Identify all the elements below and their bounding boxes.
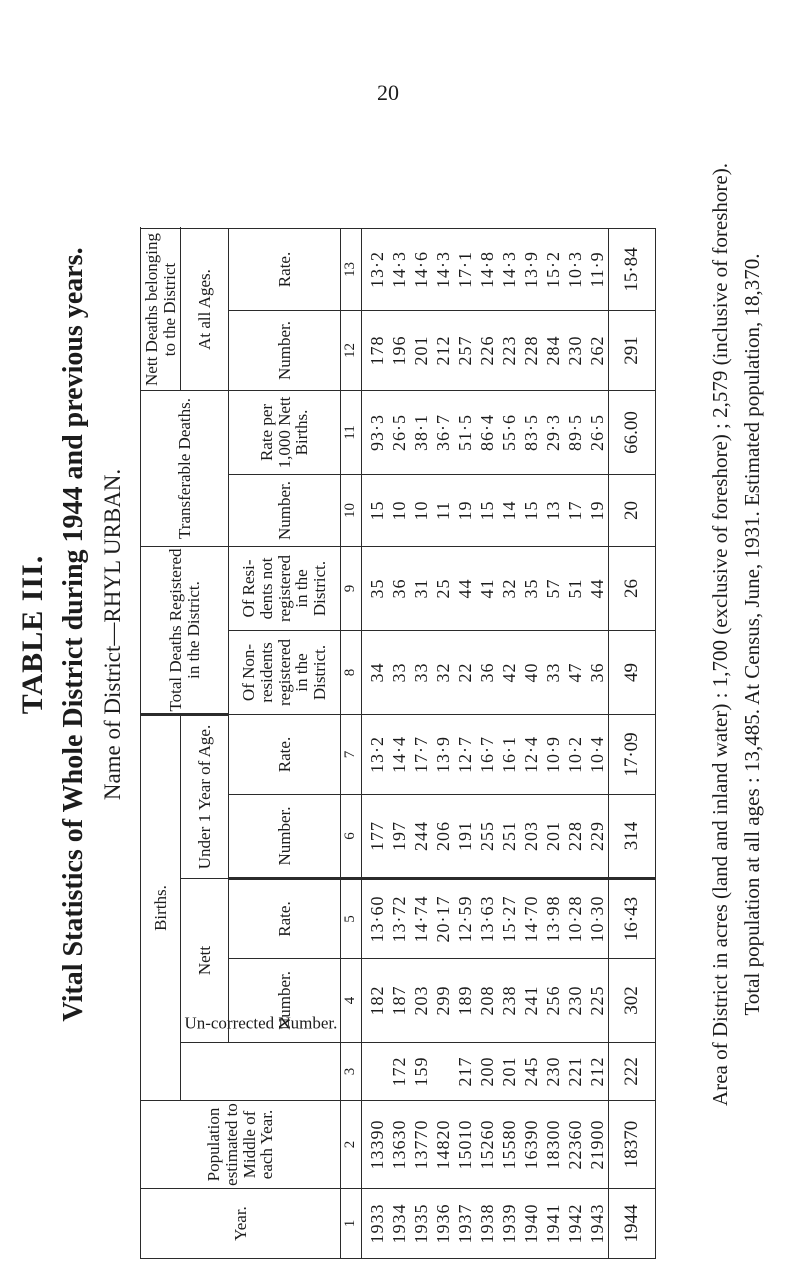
table-cell: 38·1 bbox=[411, 413, 431, 451]
table-cell: 206 bbox=[433, 821, 453, 851]
table-cell: 1934 bbox=[389, 1203, 409, 1244]
population-header: Population estimated to Middle of each Year. bbox=[141, 1101, 341, 1189]
table-cell: 19 bbox=[587, 500, 607, 521]
table-cell: 230 bbox=[543, 1056, 563, 1087]
infant-deaths-number-header: Number. bbox=[229, 474, 341, 546]
table-cell: 230 bbox=[565, 335, 585, 366]
table-cell: 13630 bbox=[389, 1119, 409, 1170]
table-cell: 13·9 bbox=[521, 250, 541, 288]
table-cell: 245 bbox=[521, 1056, 541, 1087]
table-cell: 31 bbox=[411, 578, 431, 599]
uncorrected-column bbox=[362, 1043, 609, 1101]
table-cell: 40 bbox=[521, 662, 541, 683]
table-cell: 201 bbox=[543, 821, 563, 851]
deaths-number-header: Number. bbox=[229, 795, 341, 879]
table-cell: 12·59 bbox=[455, 895, 475, 943]
column-number: 8 bbox=[341, 631, 362, 715]
deaths-rate-column bbox=[362, 715, 609, 795]
column-number: 4 bbox=[341, 959, 362, 1043]
table-cell: 26·5 bbox=[389, 413, 409, 451]
total-year: 1944 bbox=[609, 1189, 656, 1259]
table-cell: 14·8 bbox=[477, 250, 497, 288]
table-cell: 13·2 bbox=[367, 250, 387, 288]
table-cell: 57 bbox=[543, 578, 563, 599]
table-cell: 15010 bbox=[455, 1119, 475, 1170]
footnote-population: Total population at all ages : 13,485. At Census, June, 1931. Estimated population, 18,370. bbox=[740, 253, 764, 1016]
table-cell: 1940 bbox=[521, 1203, 541, 1244]
table-cell: 178 bbox=[367, 335, 387, 366]
column-number: 9 bbox=[341, 546, 362, 630]
table-cell: 10·30 bbox=[587, 895, 607, 943]
table-cell: 255 bbox=[477, 821, 497, 851]
all-rate-column bbox=[362, 228, 609, 310]
table-cell: 196 bbox=[389, 335, 409, 366]
residents-column bbox=[362, 546, 609, 630]
table-cell: 32 bbox=[499, 578, 519, 599]
total-uncorrected: 222 bbox=[609, 1043, 656, 1101]
total-infant-number: 20 bbox=[609, 474, 656, 546]
column-number: 7 bbox=[341, 715, 362, 795]
table-cell: 20·17 bbox=[433, 895, 453, 943]
births-rate-header: Rate. bbox=[229, 879, 341, 959]
infant-number-column bbox=[362, 474, 609, 546]
table-cell: 25 bbox=[433, 578, 453, 599]
table-cell: 34 bbox=[367, 662, 387, 683]
year-column bbox=[362, 1189, 609, 1259]
table-cell: 36 bbox=[587, 662, 607, 683]
column-number-row bbox=[341, 228, 362, 1258]
table-cell: 18300 bbox=[543, 1119, 563, 1170]
district-name: Name of District—RHYL URBAN. bbox=[100, 468, 125, 801]
table-cell: 197 bbox=[389, 821, 409, 851]
table-cell: 10·9 bbox=[543, 736, 563, 773]
table-cell: 10·4 bbox=[587, 736, 607, 773]
table-cell: 15260 bbox=[477, 1119, 497, 1170]
table-cell: 1943 bbox=[587, 1203, 607, 1244]
table-cell: 36 bbox=[477, 662, 497, 683]
table-cell: 244 bbox=[411, 821, 431, 851]
table-cell: 42 bbox=[499, 662, 519, 683]
residents-header: Of Resi-dents not registered in the District. bbox=[229, 546, 341, 630]
table-cell: 14820 bbox=[433, 1119, 453, 1170]
table-cell: 1941 bbox=[543, 1203, 563, 1244]
table-cell: 12·4 bbox=[521, 736, 541, 773]
uncorrected-number-label: Un-corrected Number. bbox=[184, 1013, 337, 1033]
table-cell: 13770 bbox=[411, 1119, 431, 1170]
table-cell: 159 bbox=[411, 1056, 431, 1087]
table-cell: 189 bbox=[455, 985, 475, 1016]
table-cell bbox=[366, 1043, 388, 1100]
table-cell: 15 bbox=[367, 500, 387, 521]
table-cell: 35 bbox=[367, 578, 387, 599]
table-cell: 15580 bbox=[499, 1119, 519, 1170]
table-cell: 229 bbox=[587, 821, 607, 851]
table-cell: 13·2 bbox=[367, 736, 387, 773]
table-cell: 1933 bbox=[367, 1203, 387, 1244]
table-cell: 14·3 bbox=[433, 250, 453, 288]
deaths-number-column bbox=[362, 795, 609, 879]
table-cell: 14·4 bbox=[389, 736, 409, 773]
table-cell: 1936 bbox=[433, 1203, 453, 1244]
table-cell: 212 bbox=[587, 1056, 607, 1087]
table-cell: 33 bbox=[389, 662, 409, 683]
table-cell: 226 bbox=[477, 335, 497, 366]
table-cell: 257 bbox=[455, 335, 475, 366]
all-deaths-rate-header: Rate. bbox=[229, 228, 341, 310]
all-number-column bbox=[362, 310, 609, 390]
total-all-rate: 15·84 bbox=[609, 228, 656, 310]
table-subtitle: Vital Statistics of Whole District during 1944 and previous years. bbox=[58, 247, 89, 1022]
page-number: 20 bbox=[377, 80, 399, 105]
table-cell: 201 bbox=[411, 335, 431, 366]
table-cell: 225 bbox=[587, 985, 607, 1016]
table-cell: 47 bbox=[565, 662, 585, 683]
table-cell: 228 bbox=[565, 821, 585, 851]
total-year-row bbox=[609, 228, 656, 1258]
table-cell: 55·6 bbox=[499, 413, 519, 451]
table-cell: 32 bbox=[433, 662, 453, 683]
table-cell: 221 bbox=[565, 1056, 585, 1087]
total-non-residents: 49 bbox=[609, 631, 656, 715]
year-header: Year. bbox=[141, 1189, 341, 1259]
table-cell: 15 bbox=[521, 500, 541, 521]
table-cell: 14·74 bbox=[411, 895, 431, 943]
table-cell: 251 bbox=[499, 821, 519, 851]
table-cell: 10·28 bbox=[565, 895, 585, 943]
column-number: 5 bbox=[341, 879, 362, 959]
uncorrected-number-header bbox=[181, 1013, 341, 1101]
table-cell: 86·4 bbox=[477, 413, 497, 451]
total-deaths-number: 314 bbox=[609, 795, 656, 879]
table-cell: 33 bbox=[411, 662, 431, 683]
table-cell: 1942 bbox=[565, 1203, 585, 1244]
population-column bbox=[362, 1101, 609, 1189]
column-number: 10 bbox=[341, 474, 362, 546]
births-group-header: Births. bbox=[141, 715, 181, 1101]
under-one-year-subheader: Under 1 Year of Age. bbox=[181, 715, 229, 879]
column-number: 3 bbox=[341, 1043, 362, 1101]
table-cell: 10 bbox=[411, 500, 431, 521]
table-cell: 284 bbox=[543, 335, 563, 366]
table-cell: 36·7 bbox=[433, 413, 453, 451]
table-cell: 44 bbox=[455, 578, 475, 599]
table-cell: 35 bbox=[521, 578, 541, 599]
table-cell: 177 bbox=[367, 821, 387, 851]
table-cell: 22 bbox=[455, 662, 475, 683]
table-cell: 13 bbox=[543, 500, 563, 521]
table-cell: 1935 bbox=[411, 1203, 431, 1244]
table-cell: 44 bbox=[587, 578, 607, 599]
table-cell: 203 bbox=[411, 985, 431, 1016]
table-cell: 182 bbox=[367, 985, 387, 1016]
table-cell: 26·5 bbox=[587, 413, 607, 451]
table-cell: 14 bbox=[499, 500, 519, 521]
column-number: 6 bbox=[341, 795, 362, 879]
table-cell bbox=[432, 1043, 454, 1100]
nett-deaths-group-header: Nett Deaths belonging to the District bbox=[141, 228, 181, 390]
table-cell: 21900 bbox=[587, 1119, 607, 1170]
table-cell: 36 bbox=[389, 578, 409, 599]
table-cell: 14·3 bbox=[389, 250, 409, 288]
table-cell: 208 bbox=[477, 985, 497, 1016]
table-cell: 15·2 bbox=[543, 250, 563, 288]
table-cell: 51·5 bbox=[455, 413, 475, 451]
table-cell: 10·3 bbox=[565, 250, 585, 288]
table-cell: 228 bbox=[521, 335, 541, 366]
non-residents-column bbox=[362, 631, 609, 715]
table-cell: 93·3 bbox=[367, 413, 387, 451]
table-cell: 230 bbox=[565, 985, 585, 1016]
table-cell: 33 bbox=[543, 662, 563, 683]
table-cell: 15 bbox=[477, 500, 497, 521]
all-ages-subheader: At all Ages. bbox=[181, 228, 229, 390]
table-cell: 13390 bbox=[367, 1119, 387, 1170]
table-cell: 17·1 bbox=[455, 250, 475, 288]
table-cell: 10·2 bbox=[565, 736, 585, 773]
table-cell: 187 bbox=[389, 985, 409, 1016]
table-cell: 11 bbox=[433, 500, 453, 521]
all-deaths-number-header: Number. bbox=[229, 310, 341, 390]
table-cell: 191 bbox=[455, 821, 475, 851]
table-cell: 256 bbox=[543, 985, 563, 1016]
table-cell: 299 bbox=[433, 985, 453, 1016]
footnote-area: Area of District in acres (land and inland water) : 1,700 (exclusive of foreshore) ; 2,579 (inclusive of foreshore). bbox=[708, 163, 732, 1106]
table-title: TABLE III. bbox=[16, 554, 49, 715]
table-cell: 14·3 bbox=[499, 250, 519, 288]
table-cell: 10 bbox=[389, 500, 409, 521]
table-cell: 89·5 bbox=[565, 413, 585, 451]
table-cell: 13·60 bbox=[367, 895, 387, 943]
infant-rate-column bbox=[362, 390, 609, 474]
table-cell: 13·9 bbox=[433, 736, 453, 773]
table-cell: 16·7 bbox=[477, 736, 497, 773]
table-cell: 217 bbox=[455, 1056, 475, 1087]
table-cell: 83·5 bbox=[521, 413, 541, 451]
infant-deaths-rate-header: Rate per 1,000 Nett Births. bbox=[229, 390, 341, 474]
table-cell: 203 bbox=[521, 821, 541, 851]
table-cell: 1938 bbox=[477, 1203, 497, 1244]
total-births-rate: 16·43 bbox=[609, 879, 656, 959]
table-cell: 238 bbox=[499, 985, 519, 1016]
column-number: 2 bbox=[341, 1101, 362, 1189]
table-cell: 14·6 bbox=[411, 250, 431, 288]
table-cell: 1937 bbox=[455, 1203, 475, 1244]
table-cell: 212 bbox=[433, 335, 453, 366]
deaths-rate-header: Rate. bbox=[229, 715, 341, 795]
table-cell: 15·27 bbox=[499, 895, 519, 943]
table-cell: 14·70 bbox=[521, 895, 541, 943]
column-number: 1 bbox=[341, 1189, 362, 1259]
table-cell: 200 bbox=[477, 1056, 497, 1087]
nett-births-subheader: Nett bbox=[181, 879, 229, 1043]
table-cell: 1939 bbox=[499, 1203, 519, 1244]
total-births-number: 302 bbox=[609, 959, 656, 1043]
vital-statistics-table bbox=[140, 228, 656, 1259]
yearly-data-row bbox=[362, 228, 609, 1258]
table-cell: 17·7 bbox=[411, 736, 431, 773]
table-cell: 29·3 bbox=[543, 413, 563, 451]
column-number: 13 bbox=[341, 228, 362, 310]
births-rate-column bbox=[362, 879, 609, 959]
table-cell: 22360 bbox=[565, 1119, 585, 1170]
table-cell: 172 bbox=[389, 1056, 409, 1087]
table-cell: 12·7 bbox=[455, 736, 475, 773]
column-number: 12 bbox=[341, 310, 362, 390]
transferable-deaths-group-header: Transferable Deaths. bbox=[141, 390, 229, 546]
total-infant-rate: 66.00 bbox=[609, 390, 656, 474]
total-residents: 26 bbox=[609, 546, 656, 630]
table-cell: 13·72 bbox=[389, 895, 409, 943]
non-residents-header: Of Non-residents registered in the District. bbox=[229, 631, 341, 715]
column-number: 11 bbox=[341, 390, 362, 474]
total-all-number: 291 bbox=[609, 310, 656, 390]
table-cell: 13·63 bbox=[477, 895, 497, 943]
table-cell: 19 bbox=[455, 500, 475, 521]
total-deaths-group-header: Total Deaths Registered in the District. bbox=[141, 546, 229, 714]
table-cell: 223 bbox=[499, 335, 519, 366]
table-cell: 16390 bbox=[521, 1119, 541, 1170]
total-population: 18370 bbox=[609, 1101, 656, 1189]
table-cell: 262 bbox=[587, 335, 607, 366]
table-cell: 51 bbox=[565, 578, 585, 599]
births-number-column bbox=[362, 959, 609, 1043]
table-cell: 17 bbox=[565, 500, 585, 521]
table-cell: 201 bbox=[499, 1056, 519, 1087]
births-number-header: Number. bbox=[229, 959, 341, 1043]
total-deaths-rate: 17·09 bbox=[609, 715, 656, 795]
table-cell: 13·98 bbox=[543, 895, 563, 943]
table-cell: 16·1 bbox=[499, 736, 519, 773]
table-cell: 41 bbox=[477, 578, 497, 599]
table-cell: 11·9 bbox=[587, 251, 607, 288]
table-cell: 241 bbox=[521, 985, 541, 1016]
